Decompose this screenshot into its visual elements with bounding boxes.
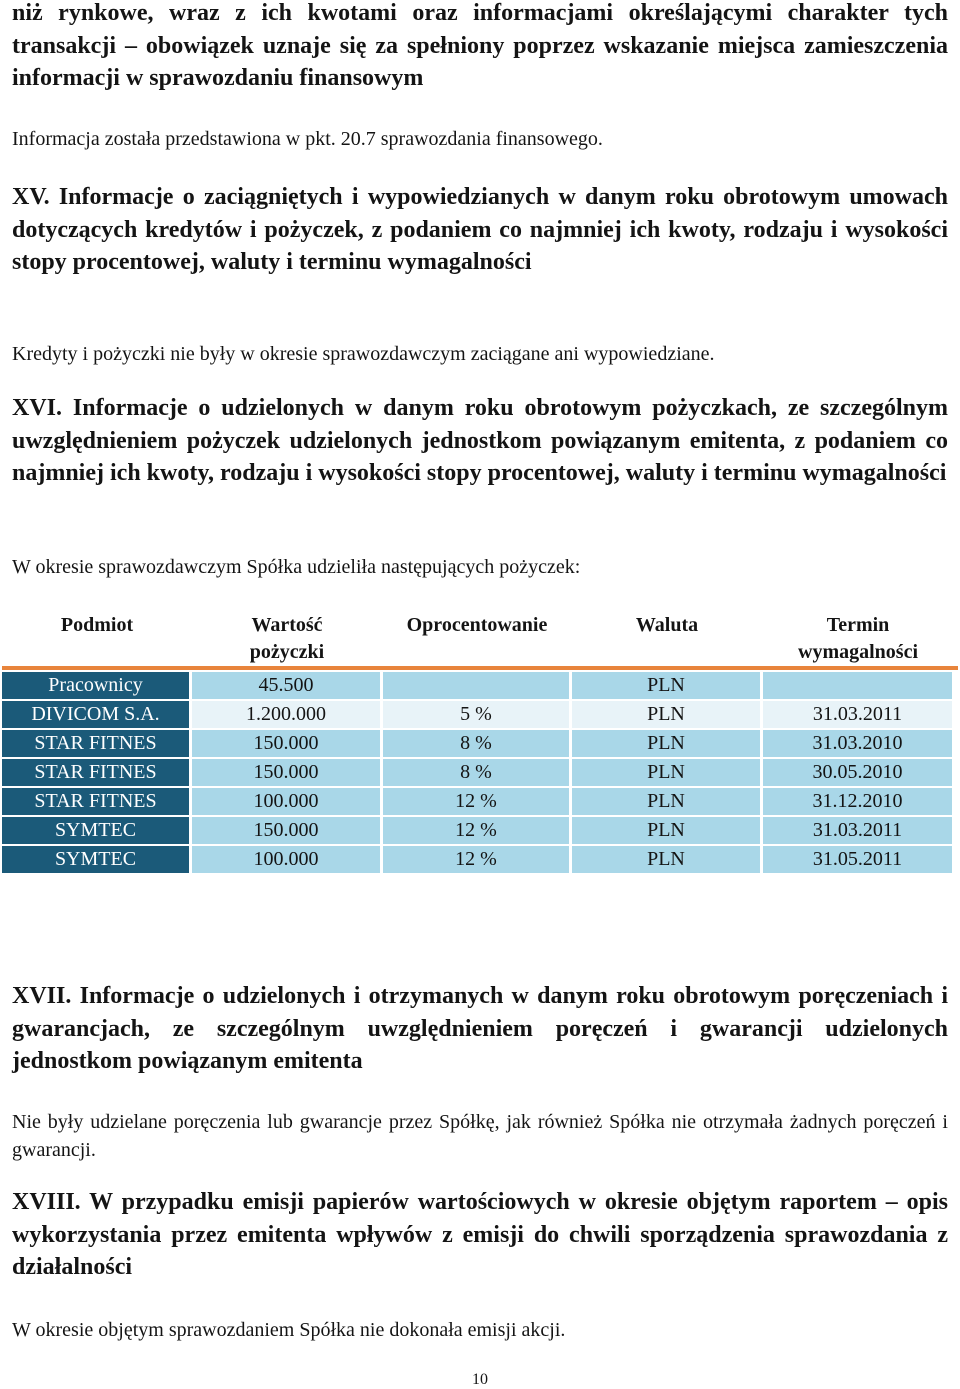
- cell-oprocentowanie: 5 %: [383, 701, 569, 728]
- header-termin-line2: wymagalności: [798, 641, 918, 663]
- cell-waluta: PLN: [572, 759, 760, 786]
- cell-waluta: PLN: [572, 672, 760, 699]
- header-oprocentowanie: [382, 612, 572, 639]
- cell-termin: 30.05.2010: [763, 759, 952, 786]
- section-heading-xv: XV. Informacje o zaciągniętych i wypowiedzianych w danym roku obrotowym umowach dotyczących kredytów i pożyczek, z podaniem co najmniej ich kwoty, rodzaju i wysokości stopy procentowej, waluty i terminu wymagalności: [12, 184, 948, 275]
- cell-oprocentowanie: 8 %: [383, 759, 569, 786]
- cell-podmiot: SYMTEC: [2, 846, 189, 873]
- cell-wartosc: 150.000: [192, 817, 380, 844]
- cell-waluta: PLN: [572, 788, 760, 815]
- cell-podmiot: Pracownicy: [2, 672, 189, 699]
- section-body-xviii: W okresie objętym sprawozdaniem Spółka nie dokonała emisji akcji.: [12, 1319, 566, 1341]
- cell-wartosc: 45.500: [192, 672, 380, 699]
- table-header: [2, 606, 958, 670]
- page-number: 10: [472, 1371, 488, 1388]
- cell-podmiot: STAR FITNES: [2, 759, 189, 786]
- cell-waluta: PLN: [572, 846, 760, 873]
- header-waluta-label: Waluta: [635, 614, 699, 636]
- cell-oprocentowanie: 12 %: [383, 817, 569, 844]
- header-wartosc-line1: Wartość: [251, 614, 323, 636]
- header-wartosc-line2: pożyczki: [249, 641, 325, 663]
- table-row: [2, 701, 958, 728]
- table-row: [2, 846, 958, 873]
- header-oprocentowanie-label: Oprocentowanie: [406, 614, 548, 636]
- cell-wartosc: 150.000: [192, 730, 380, 757]
- cell-termin: 31.03.2011: [763, 701, 952, 728]
- header-wartosc: [192, 612, 382, 666]
- loans-table: [2, 606, 958, 873]
- cell-podmiot: STAR FITNES: [2, 730, 189, 757]
- header-waluta: [572, 612, 762, 639]
- table-row: [2, 730, 958, 757]
- table-row: [2, 788, 958, 815]
- cell-waluta: PLN: [572, 817, 760, 844]
- cell-waluta: PLN: [572, 701, 760, 728]
- section-body-text: Informacja została przedstawiona w pkt. 20.7 sprawozdania finansowego.: [12, 128, 603, 150]
- cell-wartosc: 150.000: [192, 759, 380, 786]
- section-heading-xvii: XVII. Informacje o udzielonych i otrzymanych w danym roku obrotowym poręczeniach i gwarancjach, ze szczególnym uwzględnieniem poręczeń i gwarancji udzielonych jednostkom powiązanym emitenta: [12, 983, 948, 1074]
- table-row: [2, 817, 958, 844]
- cell-podmiot: STAR FITNES: [2, 788, 189, 815]
- cell-waluta: PLN: [572, 730, 760, 757]
- cell-termin: 31.05.2011: [763, 846, 952, 873]
- cell-wartosc: 1.200.000: [192, 701, 380, 728]
- cell-oprocentowanie: 8 %: [383, 730, 569, 757]
- cell-podmiot: DIVICOM S.A.: [2, 701, 189, 728]
- cell-wartosc: 100.000: [192, 846, 380, 873]
- header-termin-line1: Termin: [826, 614, 890, 636]
- cell-termin: [763, 672, 952, 699]
- cell-podmiot: SYMTEC: [2, 817, 189, 844]
- section-heading-continued: niż rynkowe, wraz z ich kwotami oraz informacjami określającymi charakter tych transakcji – obowiązek uznaje się za spełniony poprzez wskazanie miejsca zamieszczenia informacji w sprawozdaniu finansowym: [12, 0, 948, 91]
- section-body-xv: Kredyty i pożyczki nie były w okresie sprawozdawczym zaciągane ani wypowiedziane.: [12, 343, 715, 365]
- cell-termin: 31.12.2010: [763, 788, 952, 815]
- section-body-xvii: Nie były udzielane poręczenia lub gwarancje przez Spółkę, jak również Spółka nie otrzymała żadnych poręczeń i gwarancji.: [12, 1111, 948, 1161]
- cell-wartosc: 100.000: [192, 788, 380, 815]
- cell-oprocentowanie: [383, 672, 569, 699]
- cell-oprocentowanie: 12 %: [383, 788, 569, 815]
- header-termin: [763, 612, 953, 666]
- header-podmiot: [2, 612, 192, 639]
- header-podmiot-label: Podmiot: [60, 614, 134, 636]
- cell-termin: 31.03.2010: [763, 730, 952, 757]
- section-heading-xvi: XVI. Informacje o udzielonych w danym roku obrotowym pożyczkach, ze szczególnym uwzględnieniem pożyczek udzielonych jednostkom powiązanym emitenta, z podaniem co najmniej ich kwoty, rodzaju i wysokości stopy procentowej, waluty i terminu wymagalności: [12, 395, 948, 486]
- table-row: [2, 672, 958, 699]
- table-row: [2, 759, 958, 786]
- section-body-xvi: W okresie sprawozdawczym Spółka udzieliła następujących pożyczek:: [12, 556, 581, 578]
- section-heading-xviii: XVIII. W przypadku emisji papierów wartościowych w okresie objętym raportem – opis wykorzystania przez emitenta wpływów z emisji do chwili sporządzenia sprawozdania z działalności: [12, 1189, 948, 1280]
- cell-oprocentowanie: 12 %: [383, 846, 569, 873]
- cell-termin: 31.03.2011: [763, 817, 952, 844]
